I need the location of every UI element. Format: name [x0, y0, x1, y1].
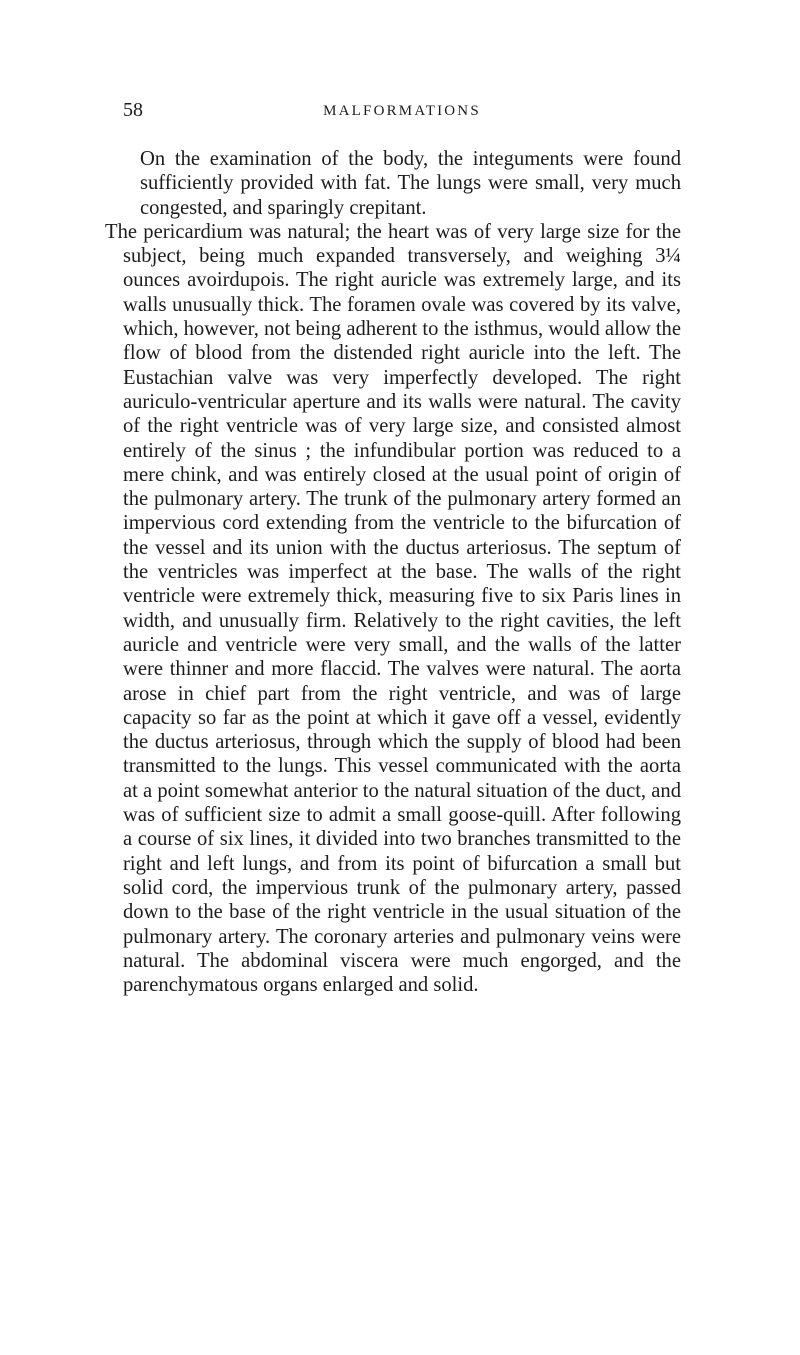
- paragraph-examination: On the examination of the body, the integuments were found sufficiently provided with fat. The lungs were small, very much congested, and sparingly crepitant.: [140, 148, 681, 219]
- page-header: [123, 98, 681, 122]
- body-text: [105, 147, 681, 997]
- running-head: MALFORMATIONS: [323, 103, 481, 119]
- page-number: 58: [123, 99, 143, 121]
- paragraph-pericardium: The pericardium was natural; the heart was of very large size for the subject, being much expanded transversely, and weighing 3¼ ounces avoirdupois. The right auricle was extremely large, and its walls unusually thick. The foramen ovale was covered by its valve, which, however, not being adherent to the isthmus, would allow the flow of blood from the distended right auricle into the left. The Eustachian valve was very imperfectly developed. The right auriculo-ventricular aperture and its walls were natural. The cavity of the right ventricle was of very large size, and consisted almost entirely of the sinus ; the infundibular portion was reduced to a mere chink, and was entirely closed at the usual point of origin of the pulmonary artery. The trunk of the pulmonary artery formed an impervious cord extending from the ventricle to the bifurcation of the vessel and its union with the ductus arteriosus. The septum of the ventricles was imperfect at the base. The walls of the right ventricle were extremely thick, measuring five to six Paris lines in width, and unusually firm. Relatively to the right cavities, the left auricle and ventricle were very small, and the walls of the latter were thinner and more flaccid. The valves were natural. The aorta arose in chief part from the right ventricle, and was of large capacity so far as the point at which it gave off a vessel, evidently the ductus arteriosus, through which the supply of blood had been transmitted to the lungs. This vessel communicated with the aorta at a point somewhat anterior to the natural situation of the duct, and was of sufficient size to admit a small goose-quill. After following a course of six lines, it divided into two branches transmitted to the right and left lungs, and from its point of bifurcation a small but solid cord, the impervious trunk of the pulmonary artery, passed down to the base of the right ventricle in the usual situation of the pulmonary artery. The coronary arteries and pulmonary veins were natural. The abdominal viscera were much engorged, and the parenchymatous organs enlarged and solid.: [105, 220, 681, 997]
